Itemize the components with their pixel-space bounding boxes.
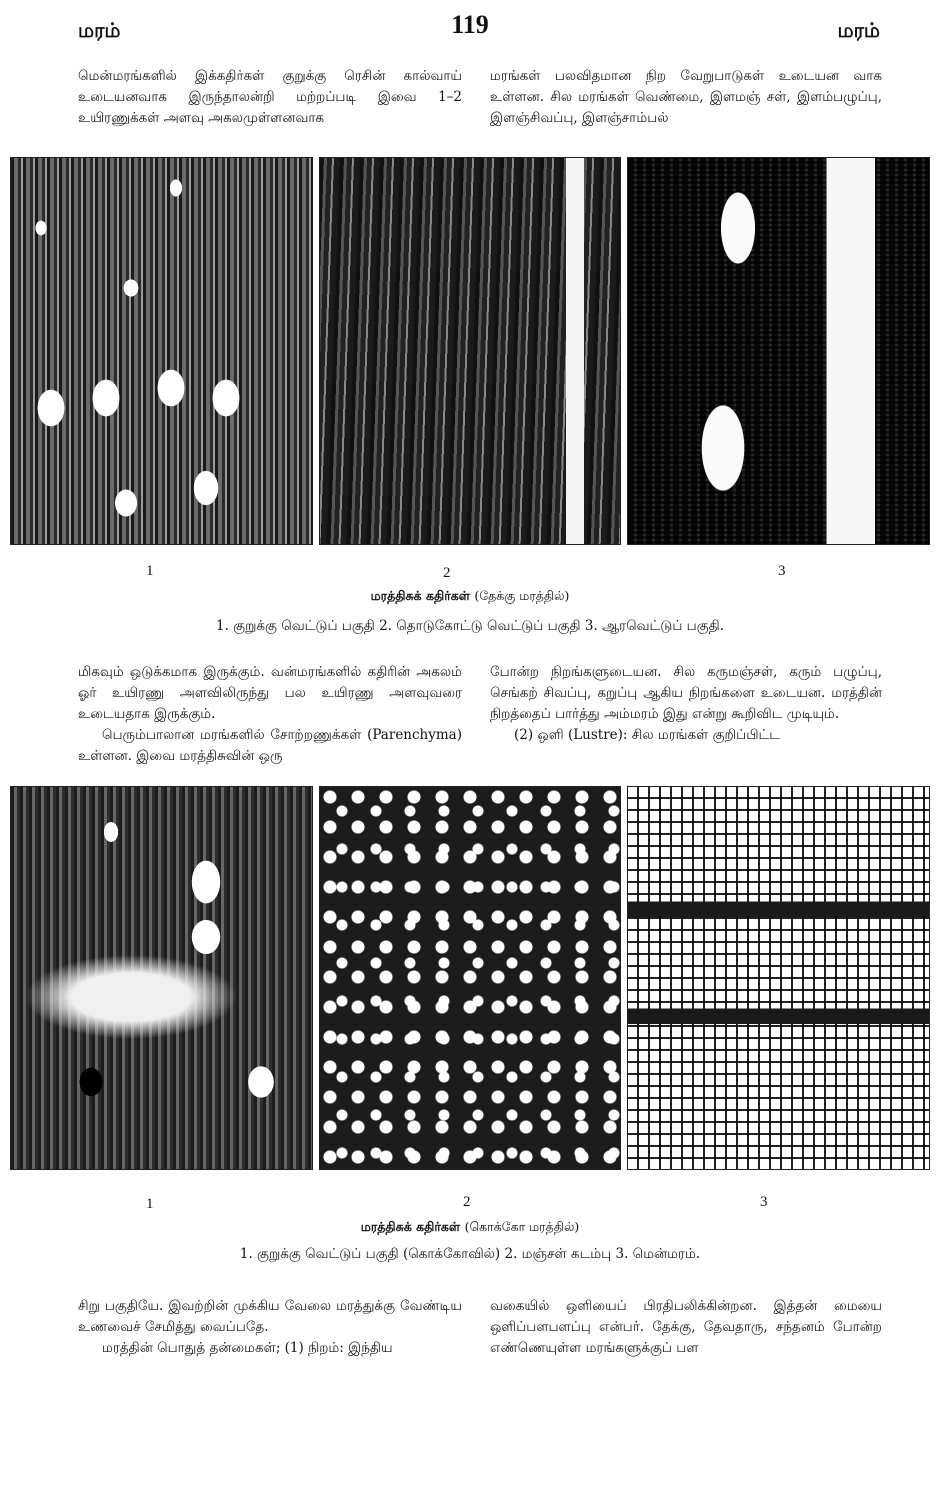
running-head-right: மரம் xyxy=(837,18,880,42)
figure-2-micrographs xyxy=(10,786,930,1168)
cocoa-cross-section-image xyxy=(10,786,313,1170)
figure-1-numbers xyxy=(0,563,940,583)
paragraph: மென்மரங்களில் இக்கதிர்கள் குறுக்கு ரெசின் கால்வாய் உடையனவாக இருந்தாலன்றி மற்றப்படி இவை 1–2 உயிரணுக்கள் அளவு அகலமுள்ளனவாக xyxy=(78,68,462,126)
figure-1-micrographs xyxy=(10,157,930,543)
teak-tangential-section-image xyxy=(319,157,622,545)
manjal-kadambu-image xyxy=(319,786,622,1170)
paragraph: மரங்கள் பலவிதமான நிற வேறுபாடுகள் உடையன வாக உள்ளன. சில மரங்கள் வெண்மை, இளமஞ் சள், இளம்பழுப்பு, இளஞ்சிவப்பு, இளஞ்சாம்பல் xyxy=(490,68,882,126)
page-number: 119 xyxy=(451,10,489,39)
top-left-column xyxy=(78,66,462,129)
softwood-image xyxy=(627,786,930,1170)
figure-number: 3 xyxy=(778,563,786,579)
figure-number: 3 xyxy=(760,1194,768,1210)
teak-radial-section-image xyxy=(627,157,930,545)
running-head-left: மரம் xyxy=(78,18,121,42)
page-header xyxy=(0,10,940,50)
figure-title-text: மரத்திசுக் கதிர்கள் xyxy=(360,1219,461,1234)
figure-number: 1 xyxy=(146,563,154,579)
paragraph: பெரும்பாலான மரங்களில் சோற்றணுக்கள் (Parenchyma) உள்ளன. இவை மரத்திசுவின் ஒரு xyxy=(78,727,462,764)
paragraph: சிறு பகுதியே. இவற்றின் முக்கிய வேலை மரத்துக்கு வேண்டிய உணவைச் சேமித்து வைப்பதே. xyxy=(78,1298,462,1335)
middle-left-column xyxy=(78,662,462,767)
figure-2-caption: 1. குறுக்கு வெட்டுப் பகுதி (கொக்கோவில்) 2. மஞ்சள் கடம்பு 3. மென்மரம். xyxy=(239,1246,701,1262)
teak-cross-section-image xyxy=(10,157,313,545)
figure-title-text: மரத்திசுக் கதிர்கள் xyxy=(370,588,471,603)
figure-number: 2 xyxy=(443,565,451,581)
figure-1-caption: 1. குறுக்கு வெட்டுப் பகுதி 2. தொடுகோட்டு வெட்டுப் பகுதி 3. ஆரவெட்டுப் பகுதி. xyxy=(216,618,724,634)
figure-title-paren: (தேக்கு மரத்தில்) xyxy=(474,588,570,603)
bottom-left-column xyxy=(78,1296,462,1359)
paragraph: வகையில் ஒளியைப் பிரதிபலிக்கின்றன. இத்தன் மையை ஒளிப்பளபளப்பு என்பர். தேக்கு, தேவதாரு, சந்தனம் போன்ற எண்ணெயுள்ள மரங்களுக்குப் பள xyxy=(490,1298,882,1356)
figure-2-numbers xyxy=(0,1194,940,1214)
figure-1-title xyxy=(0,588,940,605)
paragraph: மரத்தின் பொதுத் தன்மைகள்; (1) நிறம்: இந்திய xyxy=(102,1340,393,1356)
paragraph: மிகவும் ஒடுக்கமாக இருக்கும். வன்மரங்களில் கதிரின் அகலம் ஓர் உயிரணு அளவிலிருந்து பல உயிரணு அளவுவரை உடையதாக இருக்கும். xyxy=(78,664,462,722)
figure-number: 2 xyxy=(463,1194,471,1210)
paragraph: போன்ற நிறங்களுடையன. சில கருமஞ்சள், கரும் பழுப்பு, செங்கற் சிவப்பு, கறுப்பு ஆகிய நிறங்களை உடையன. மரத்தின் நிறத்தைப் பார்த்து அம்மரம் இது என்று கூறிவிட முடியும். xyxy=(490,664,882,722)
figure-2-title xyxy=(0,1219,940,1236)
top-right-column xyxy=(490,66,882,129)
figure-title-paren: (கொக்கோ மரத்தில்) xyxy=(464,1219,580,1234)
middle-right-column xyxy=(490,662,882,746)
bottom-right-column xyxy=(490,1296,882,1359)
figure-number: 1 xyxy=(146,1196,154,1212)
paragraph: (2) ஒளி (Lustre): சில மரங்கள் குறிப்பிட்ட xyxy=(514,727,780,743)
